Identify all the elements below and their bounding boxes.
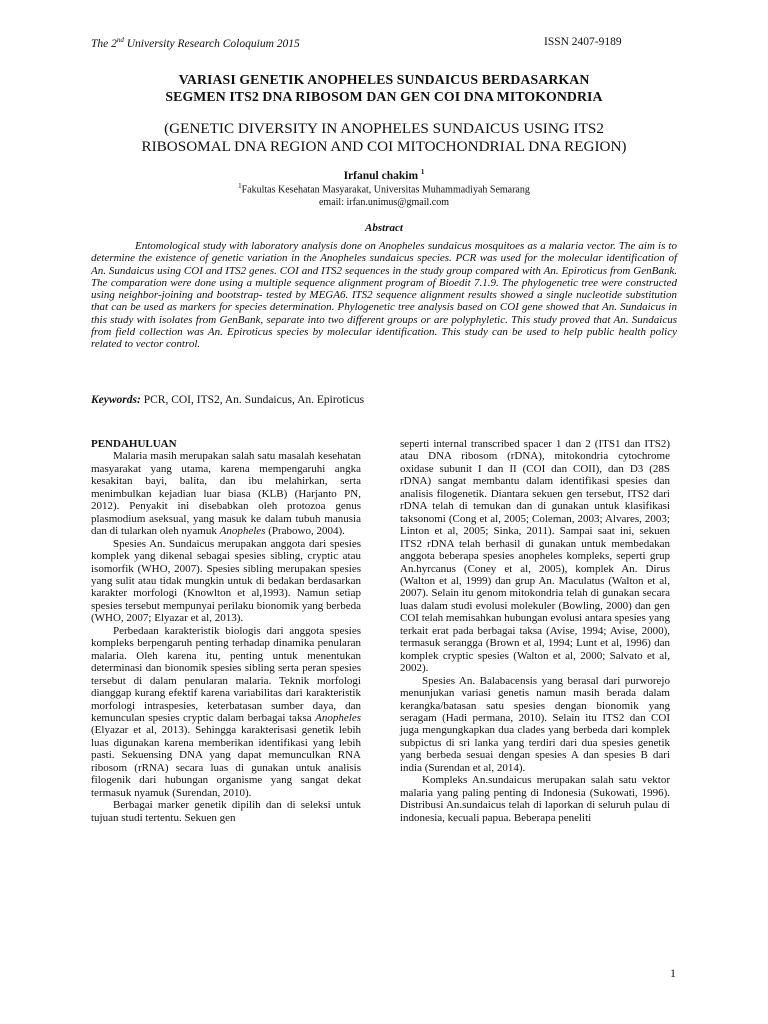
abstract-text: Entomological study with laboratory analysis done on Anopheles sundaicus mosquitoes as a malaria vector. The aim is to determine the existence of genetic variation in the Anopheles sundaicus species. PCR was used for the molecular identification of An. Sundaicus using COI and ITS2 genes. COI and ITS2 sequences in the study group compared with An. Epiroticus from GenBank. The comparation were done using a multiple sequence alignment program of Bioedit 7.1.9. The phylogenetic tree were constructed using neighbor-joining and bootstrap- tested by MEGA6. ITS2 sequence alignment results showed a single nucleotide substitution that can be used as markers for species determination. Phylogenetic tree analysis based on COI gene showed that An. Sundaicus in this study with isolates from GenBank, separate into two different groups or are polyphyletic. This study proved that An. Sundaicus from field collection was An. Epiroticus species by molecular identification. This study can be used to help public health policy related to vector control. [91,240,677,351]
paragraph-text-end: (Prabowo, 2004). [268,525,345,538]
title-english-line2: RIBOSOMAL DNA REGION AND COI MITOCHONDRIAL DNA REGION) [141,138,627,155]
running-header-issn: ISSN 2407-9189 [544,36,622,48]
paragraph [91,625,361,799]
title-indonesian-line2: SEGMEN ITS2 DNA RIBOSOM DAN GEN COI DNA MITOKONDRIA [165,89,603,104]
paragraph: Kompleks An.sundaicus merupakan salah satu vektor malaria yang paling penting di Indonesia (Sukowati, 1996). Distribusi An.sundaicus telah di laporkan di seluruh pulau di indonesia, kecuali papua. Beberapa peneliti [400,774,670,824]
paragraph: Spesies An. Sundaicus merupakan anggota dari spesies komplek yang dikenal sebagai spesies sibling, cryptic atau isomorfik (WHO, 2007). Spesies sibling merupakan spesies yang sulit atau tidak mungkin untuk di bedakan berdasarkan karakter morfologi (Knowlton et al,1993). Namun setiap spesies tersebut mempunyai perilaku bionomik yang berbeda (WHO, 2007; Elyazar et al, 2013). [91,537,361,625]
paragraph-text: Malaria masih merupakan salah satu masalah kesehatan masyarakat yang utama, karena mempengaruhi angka kesakitan bayi, balita, dan ibu melahirkan, serta menimbulkan kejadian luar biasa (KLB) (Harjanto PN, 2012). Penyakit ini disebabkan oleh protozoa genus plasmodium aseksual, yang masuk ke dalam tubuh manusia dan di tularkan oleh nyamuk [91,450,361,538]
running-header-left [91,36,300,50]
keywords-label: Keywords: [91,394,141,406]
author-name [0,168,768,182]
italic-term: Anopheles [219,525,266,538]
paragraph: Spesies An. Balabacensis yang berasal dari purworejo menunjukan variasi genetis namun masih berada dalam kerangka/batasan satu spesies dengan bionomik yang seragam (Hadi permana, 2010). Selain itu ITS2 dan COI juga mengungkapkan dua clades yang berbeda dari komplek subpictus di sri lanka yang terdiri dari dua spesies genetik yang berbeda sesuai dengan spesies A dan spesies B dari india (Surendan et al, 2014). [400,674,670,774]
header-conference: The 2nd University Research Coloquium 2015 [91,36,300,50]
page-number: 1 [670,966,676,980]
paragraph: Berbagai marker genetik dipilih dan di seleksi untuk tujuan studi tertentu. Sekuen gen [91,799,361,824]
italic-term: Anopheles [315,711,361,724]
section-heading-pendahuluan: PENDAHULUAN [91,438,177,450]
paragraph-text: Perbedaan karakteristik biologis dari anggota spesies kompleks berpengaruh penting terhadap dinamika penularan malaria. Oleh karena itu, penting untuk menentukan determinasi dan bionomik spesies sibling serta peran spesies tersebut di dalam penularan malaria. Teknik morfologi dianggap kurang efektif karena variabilitas dari karakteristik morfologi intraspesies, keterbatasan sumber daya, dan kemunculan spesies cryptic dalam berbagai taksa [91,624,361,724]
keywords-text: PCR, COI, ITS2, An. Sundaicus, An. Epiroticus [143,394,365,406]
author-superscript: 1 [420,168,425,176]
affiliation-text: Fakultas Kesehatan Masyarakat, Universitas Muhammadiyah Semarang [241,184,530,196]
affiliation-superscript: 1 [238,182,242,190]
right-column [400,438,670,824]
paragraph-text-end: (Elyazar et al, 2013). Sehingga karakterisasi genetik lebih luas digunakan karena memberikan identifikasi yang lebih pasti. Sekuensing DNA yang dapat memunculkan RNA ribosom (rRNA) secara luas di gunakan untuk analisis filogenik dari hubungan organisme yang sangat dekat termasuk nyamuk (Surendan, 2010). [91,724,361,799]
left-column [91,438,361,824]
author-name-text: Irfanul chakim [343,169,419,182]
abstract-heading: Abstract [365,222,403,234]
author-affiliation [0,182,768,195]
paragraph [91,450,361,537]
keywords [91,394,364,406]
title-english-line1: (GENETIC DIVERSITY IN ANOPHELES SUNDAICUS USING ITS2 [164,120,604,137]
author-email: email: irfan.unimus@gmail.com [318,197,449,208]
paragraph: seperti internal transcribed spacer 1 dan 2 (ITS1 dan ITS2) atau DNA ribosom (rDNA), mitokondria cytochrome oxidase subunit I dan II (COI dan COII), dan D3 (28S rDNA) sangat membantu dalam identifikasi spesies dan analisis filogenetik. Diantara sekuen gen tersebut, ITS2 dari rDNA telah di temukan dan di gunakan untuk klasifikasi taksonomi (Cong et al, 2005; Coleman, 2003; Alvares, 2003; Linton et al, 2005; Sinka, 2011). Sampai saat ini, sekuen ITS2 rDNA telah berhasil di gunakan untuk membedakan anggota beberapa spesies anopheles kompleks, seperti grup An.hyrcanus (Coney et al, 2005), komplek An. Dirus (Walton et al, 1999) dan grup An. Maculatus (Walton et al, 2007). Selain itu genom mitokondria telah di gunakan secara luas dalam studi evolusi molekuler (Bowling, 2000) dan gen COI telah memisahkan hubungan evolusi antara spesies yang terkait erat pada berbagai taksa (Avise, 1994; Avise, 2000), termasuk serangga (Brown et al, 1994; Lunt et al, 1996) dan komplek cryptic spesies (Walton et al, 2000; Salvato et al, 2002). [400,438,670,675]
abstract-body [91,240,677,351]
title-indonesian-line1: VARIASI GENETIK ANOPHELES SUNDAICUS BERDASARKAN [178,72,590,87]
